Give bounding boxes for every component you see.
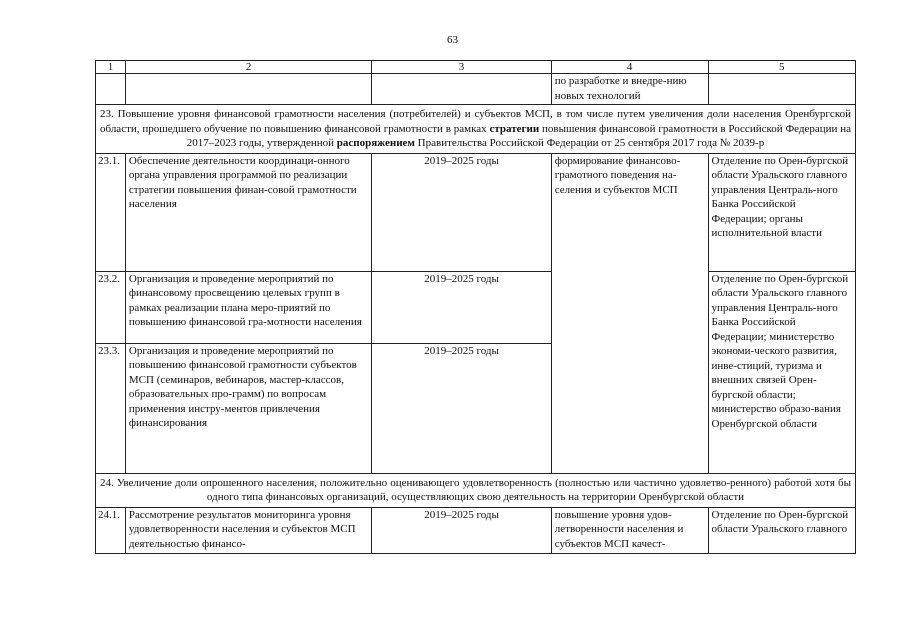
cell-period: 2019–2025 годы — [372, 343, 551, 473]
cell-period: 2019–2025 годы — [372, 271, 551, 343]
cell-executor: Отделение по Орен-бургской области Уральского главного управления Централь-ного Банка Российской Федерации; органы исполнительной власти — [708, 153, 856, 271]
table-row — [96, 507, 856, 553]
col-header-2: 2 — [125, 61, 371, 74]
section-23-row — [96, 105, 856, 154]
row-number: 23.2. — [96, 271, 126, 343]
section-24-row — [96, 473, 856, 507]
cell-result: по разработке и внедре-нию новых технологий — [551, 74, 708, 105]
row-number: 23.3. — [96, 343, 126, 473]
section-24-heading: 24. Увеличение доли опрошенного населения, положительно оценивающего удовлетворенность (полностью или частично удовлетво-ренного) работой хотя бы одного типа финансовых организаций, осуществляющих свою деятельность на территории Оренбургской области — [96, 473, 856, 507]
document-table — [95, 60, 856, 554]
cell-measure-name: Организация и проведение мероприятий по повышению финансовой грамотности субъектов МСП (семинаров, вебинаров, мастер-классов, образовательных про-грамм) по вопросам применения инстру-ментов привлечения финансирования — [125, 343, 371, 473]
cell-measure-name: Обеспечение деятельности координаци-онного органа управления программой по реализации стратегии повышения финан-совой грамотности населения — [125, 153, 371, 271]
cell-period: 2019–2025 годы — [372, 507, 551, 553]
continuation-row — [96, 74, 856, 105]
cell-measure-name: Рассмотрение результатов мониторинга уровня удовлетворенности населения и субъектов МСП деятельностью финансо- — [125, 507, 371, 553]
table-row — [96, 271, 856, 343]
col-header-3: 3 — [372, 61, 551, 74]
cell-measure-name: Организация и проведение мероприятий по финансовому просвещению целевых групп в рамках реализации плана меро-приятий по повышению финансовой гра-мотности населения — [125, 271, 371, 343]
row-number: 24.1. — [96, 507, 126, 553]
col-header-5: 5 — [708, 61, 856, 74]
cell-period: 2019–2025 годы — [372, 153, 551, 271]
cell-executor: Отделение по Орен-бургской области Уральского главного управления Централь-ного Банка Российской Федерации; министерство экономи-ческого развития, инве-стиций, туризма и внешних связей Орен-бургской области; министерство образо-вания Оренбургской области — [708, 271, 856, 473]
col-header-1: 1 — [96, 61, 126, 74]
col-header-4: 4 — [551, 61, 708, 74]
cell-result: повышение уровня удов-летворенности населения и субъектов МСП качест- — [551, 507, 708, 553]
table-row — [96, 153, 856, 271]
row-number: 23.1. — [96, 153, 126, 271]
column-number-row — [96, 61, 856, 74]
section-23-heading: 23. Повышение уровня финансовой грамотности населения (потребителей) и субъектов МСП, в том числе путем увеличения доли населения Оренбургской области, прошедшего обучение по повышению финансовой грамотности в рамках стратегии повышения финансовой грамотности в Российской Федерации на 2017–2023 годы, утвержденной распоряжением Правительства Российской Федерации от 25 сентября 2017 года № 2039-р — [96, 105, 856, 154]
cell-result: формирование финансово-грамотного поведения на-селения и субъектов МСП — [551, 153, 708, 473]
page-number: 63 — [447, 34, 458, 46]
cell-executor: Отделение по Орен-бургской области Уральского главного — [708, 507, 856, 553]
